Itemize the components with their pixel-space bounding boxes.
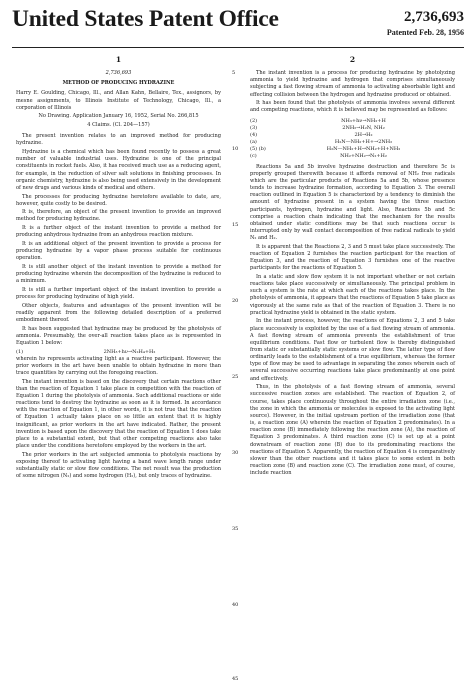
equation-formula: 2NH₂→H₂N, NH₂ — [342, 124, 385, 131]
line-number: 5 — [232, 70, 236, 76]
paragraph: It is, therefore, an object of the present invention to provide an improved method for producing hydrazine. — [16, 209, 221, 223]
patent-number: 2,736,693 — [404, 9, 464, 25]
left-column — [16, 56, 221, 482]
application-info: No Drawing. Application January 16, 1952, Serial No. 266,815 — [38, 113, 199, 120]
equation-formula: NH₃+hν→NH₂+H — [341, 117, 386, 124]
paragraph: It has been suggested that hydrazine may be produced by the photolysis of ammonia. Presumably, the over-all reaction takes place as is represented in Equation 1 below: — [16, 325, 221, 346]
line-number: 10 — [232, 146, 239, 152]
paragraph: The prior workers in the art subjected ammonia to photolysis reactions by exposing thereof to activating light having a band wave length range under substantially static or slow flow conditions. The net result was the production of some nitrogen (N₂) and some hydrogen (H₂), but only traces of hydrazine. — [16, 451, 221, 480]
paragraph: It is still a further important object of the instant invention to provide a process for producing hydrazine of high yield. — [16, 286, 221, 301]
patent-header — [12, 6, 464, 46]
equation-2 — [250, 118, 455, 125]
line-number: 40 — [232, 602, 239, 608]
paragraph: It has been found that the photolysis of ammonia involves several different and competing reactions, which it is believed may be represented as follows: — [250, 100, 455, 114]
equation-1 — [16, 349, 221, 356]
paragraph: wherein hν represents activating light as a reactive participant. However, the prior workers in the art have been unable to obtain hydrazine in more than trace quantities by carrying out the foregoing reaction. — [16, 355, 221, 376]
equation-formula: NH₂+NH₂→N₂+H₂ — [340, 152, 387, 159]
patent-date: Patented Feb. 28, 1956 — [386, 28, 464, 37]
patent-office-title: United States Patent Office — [12, 6, 279, 32]
equation-number: (1) — [16, 348, 24, 355]
paragraph: In the instant process, however, the reactions of Equations 2, 3 and 5 take place successively is exploited by the use of a fast flowing stream of ammonia. A fast flowing stream of ammonia prevents the establishment of true equilibrium conditions. Fast flow or turbulent flow is thereby distinguished from static or substantially static systems or slow flow. The latter type of flow ordinarily leads to the establishment of a true equilibrium, whereas the former type of flow may be used to advantage in separating the zones wherein each of several successive occurring reactions take place predominantly at one point and effectively. — [250, 318, 455, 382]
line-number: 45 — [232, 676, 239, 682]
paragraph: It is a further object of the instant invention to provide a method for producing anhydrous hydrazine from an anhydrous reaction mixture. — [16, 225, 221, 239]
paragraph: It is an additional object of the present invention to provide a process for producing hydrazine by a vapor phase process suitable for continuous operation. — [16, 240, 221, 262]
paragraph: The present invention relates to an improved method for producing hydrazine. — [16, 133, 221, 147]
paragraph: Hydrazine is a chemical which has been found recently to possess a great number of valuable industrial uses. Hydrazine is one of the principal constituents in rocket fuels. Also, it has received much use as a reducing agent, for example, in the reduction of silver salt solutions in finishing processes. In organic chemistry, hydrazine is also being used extensively in the development of new drugs and various kinds of medical and others. — [16, 149, 221, 191]
equation-formula: 2NH₃+hν→N₂H₄+H₂ — [103, 348, 156, 355]
right-column — [250, 56, 455, 479]
equation-4 — [250, 132, 455, 139]
column-number-right: 2 — [349, 55, 356, 64]
equation-number: (3) — [250, 124, 258, 131]
equation-5c — [250, 153, 455, 160]
paragraph: Thus, in the photolysis of a fast flowing stream of ammonia, several successive reaction zones are established. The reaction of Equation 2, of course, takes place continuously throughout the entire irradiation zone (i.e., the zone in which the ammonia or molecules is exposed to the activating light source). However, in the initial upstream portion of the irradiation zone (that is, a reaction zone (A) wherein the reaction of Equation 2 predominates). In a reaction zone (B) immediately following the reaction zone (A), the reaction of Equation 3 predominates. A third reaction zone (C) is set up at a point downstream of reaction zone (B) due to its predominating reactions the reactions of Equation 5. Apparently, the reaction of Equation 4 is comparatively slower than the other reactions and it takes place to some extent in both reaction zone (B) and reaction zone (C). The irradiation zone must, of course, include reaction — [250, 384, 455, 477]
equation-5a — [250, 139, 455, 146]
equation-5b — [250, 146, 455, 153]
equation-formula: H₂N—NH₂+H+→2NH₂ — [334, 138, 393, 145]
equation-number: (2) — [250, 117, 258, 124]
paragraph: Reactions 5a and 5b involve hydrazine destruction and therefore 5c is properly grouped therewith because it affords removal of NH₂ free radicals which are the particular products of Reactions 5a and 5b, whose presence tends to increase hydrazine formation, according to Equation 3. The overall reaction outlined in Equation 5 is characterized by a tendency to diminish the amount of hydrazine present in a system having the three reaction participants, hydrogen, hydrazine and light. Also, Reactions 5b and 5c comprise a reaction chain indicating that the mechanism for the results obtained under static conditions may be that such reactions occur is interrupted only by wall contact decomposition of free radical radicals to yield N₂ and H₂. — [250, 163, 455, 242]
paragraph: The instant invention is a process for producing hydrazine by photolyzing ammonia to yield hydrazine and hydrogen that comprises simultaneously subjecting a fast flowing stream of ammonia to activating absorbable light and effecting collision between the hydrogen and hydrazine produced or obtained. — [250, 70, 455, 98]
line-number: 15 — [232, 222, 239, 228]
line-number: 20 — [232, 298, 239, 304]
line-number: 30 — [232, 450, 239, 456]
header-rule — [12, 47, 464, 48]
paragraph: Other objects, features and advantages of the present invention will be readily apparent from the following detailed description of a preferred embodiment thereof. — [16, 302, 221, 323]
claims-info: 4 Claims. (Cl. 204—157) — [87, 122, 150, 129]
line-number: 25 — [232, 374, 239, 380]
equation-formula: 2H→H₂ — [354, 131, 373, 138]
patent-title: METHOD OF PRODUCING HYDRAZINE — [62, 80, 175, 87]
equation-block — [250, 118, 455, 160]
equation-number: (a) — [250, 138, 257, 145]
paragraph: It is apparent that the Reactions 2, 3 and 5 must take place successively. The reaction of Equation 2 furnishes the reaction participant for the reaction of Equation 3, and the reaction of Equation 3 furnishes one of the reactive participants for the reactions of Equation 5. — [250, 243, 455, 272]
equation-number: (4) — [250, 131, 258, 138]
paragraph: It is still another object of the instant invention to provide a method for producing hydrazine wherein the decomposition of the hydrazine is reduced to a minimum. — [16, 263, 221, 285]
equation-number: (c) — [250, 152, 257, 159]
document-number: 2,736,693 — [105, 70, 132, 77]
column-number-left: 1 — [115, 55, 122, 64]
paragraph: The processes for producing hydrazine heretofore available to date, are, however, quite costly to be desired. — [16, 193, 221, 207]
inventors: Harry E. Goulding, Chicago, Ill., and Allan Kahn, Bellaire, Tex., assignors, by mesne assignments, to Illinois Institute of Technology, Chicago, Ill., a corporation of Illinois — [16, 90, 221, 111]
equation-formula: H₂N—NH₂+H→NH₂+H+NH₂ — [326, 145, 401, 152]
equation-3 — [250, 125, 455, 132]
equation-number: (5) (b) — [250, 145, 266, 152]
line-number: 35 — [232, 526, 239, 532]
paragraph: In a static and slow flow system it is not important whether or not certain reactions take place successively or simultaneously. The principal problem in such a system is the rate at which each of the reactions takes place. In the photolysis of ammonia, it appears that the reactions of Equation 5 take place as vigorously at the same rate as that of the reaction of Equation 3. There is no practical hydrazine yield is obtained in the static system. — [250, 273, 455, 316]
paragraph: The instant invention is based on the discovery that certain reactions other than the reaction of Equation 1 take place in competition with the reaction of Equation 1 during the photolysis of ammonia. Such additional reactions or side reactions tend to destroy the hydrazine as soon as it is formed. In accordance with the reaction of Equation 1, in other words, it is not true that the reaction of Equation 1 actually takes place on so little an extent that it is highly insignificant, as prior workers in the art have indicated. Rather, the present invention is based upon the discovery that the reaction of Equation 1 does take place to a substantial extent, but that other competing reactions also take place under the conditions heretofore employed by the workers in the art. — [16, 378, 221, 449]
